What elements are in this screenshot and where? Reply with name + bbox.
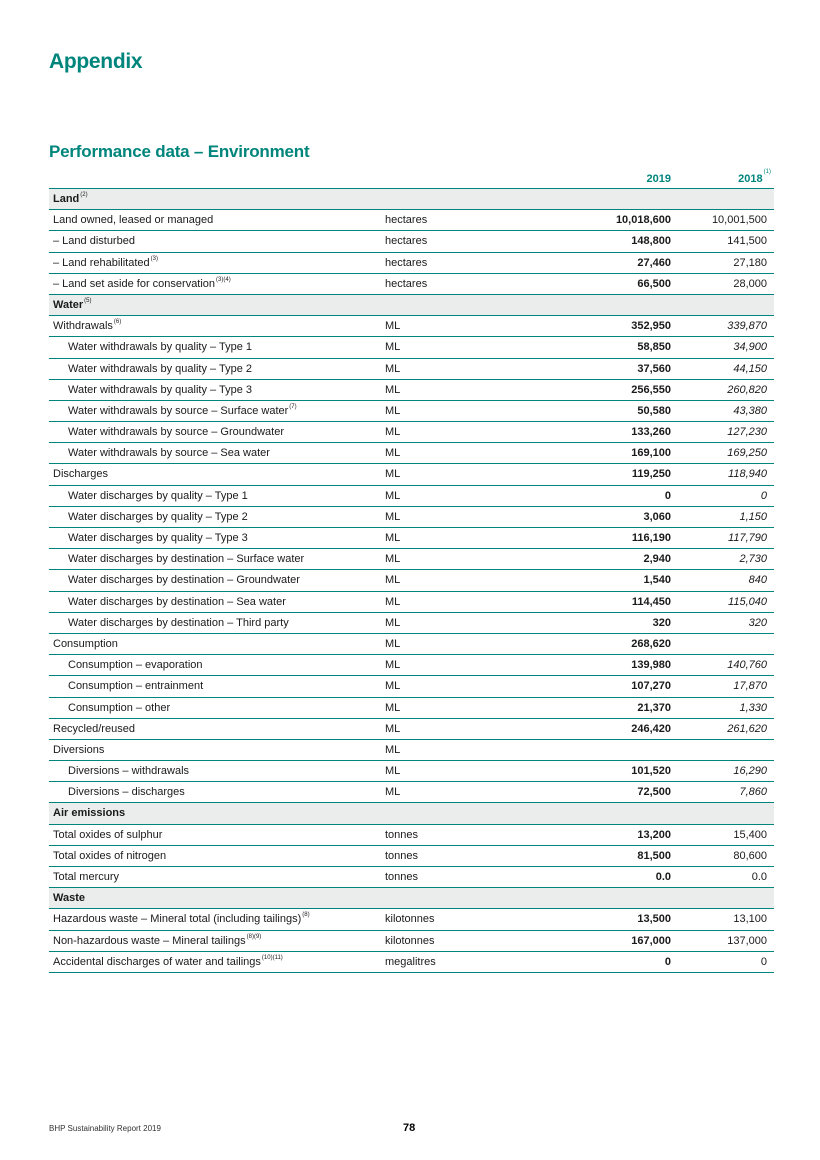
table-header	[49, 168, 774, 189]
row-unit: hectares	[385, 214, 428, 227]
column-2019: 2019	[646, 173, 671, 185]
value-2018: 0	[760, 955, 767, 968]
row-label: Total mercury	[53, 871, 120, 883]
value-2019: 119,250	[631, 468, 671, 481]
value-2018: 0.0	[751, 871, 767, 883]
row-unit: ML	[385, 447, 401, 460]
row-unit: ML	[385, 320, 401, 333]
row-label: – Land rehabilitated$^{(3)}$	[53, 255, 158, 269]
value-2019: 27,460	[637, 256, 671, 269]
row-label: Water withdrawals by source – Groundwater	[68, 426, 285, 439]
table-row	[49, 867, 774, 888]
row-label: Water discharges by quality – Type 3	[68, 532, 248, 544]
row-unit: ML	[385, 489, 401, 502]
value-2018: 27,180	[733, 256, 767, 269]
table-row	[49, 337, 774, 358]
table-row	[49, 422, 774, 443]
row-label: Waste	[53, 892, 85, 905]
row-unit: ML	[385, 659, 401, 672]
value-2018: 261,620	[727, 722, 767, 735]
value-2018: 1,150	[739, 510, 767, 523]
row-label: Water withdrawals by quality – Type 1	[68, 341, 253, 354]
row-label: Consumption – evaporation	[68, 659, 203, 672]
value-2019: 167,000	[631, 934, 671, 947]
table-row	[49, 698, 774, 719]
row-label: Water withdrawals by source – Surface water$^{(7)}$	[68, 403, 297, 417]
table-row	[49, 464, 774, 485]
value-2018: 80,600	[733, 849, 767, 862]
column-2018-note: (1)	[763, 169, 771, 175]
table-row	[49, 549, 774, 570]
footnote-ref: (3)	[150, 255, 158, 262]
table-row	[49, 613, 774, 634]
row-unit: ML	[385, 532, 401, 544]
value-2019: 81,500	[637, 849, 671, 862]
value-2019: 268,620	[631, 637, 671, 650]
table-row	[49, 528, 774, 549]
value-2018: 16,290	[733, 765, 767, 778]
row-unit: ML	[385, 341, 401, 354]
table-row	[49, 655, 774, 676]
value-2018: 44,150	[733, 362, 767, 375]
table-row	[49, 740, 774, 761]
row-unit: ML	[385, 616, 401, 629]
row-unit: ML	[385, 574, 401, 587]
value-2019: 0	[664, 955, 671, 968]
row-label: Land$^{(2)}$	[53, 192, 88, 205]
category-row	[49, 803, 774, 824]
row-unit: tonnes	[385, 871, 419, 883]
table-row	[49, 231, 774, 252]
footnote-ref: (2)	[80, 192, 88, 198]
footnote-ref: (8)(9)	[246, 933, 262, 940]
value-2018: 43,380	[733, 404, 767, 417]
row-unit: hectares	[385, 256, 428, 269]
value-2019: 37,560	[637, 362, 671, 375]
value-2019: 320	[652, 616, 671, 629]
category-row	[49, 189, 774, 210]
table-row	[49, 846, 774, 867]
value-2019: 256,550	[631, 383, 671, 396]
row-unit: ML	[385, 362, 401, 375]
value-2019: 13,500	[637, 913, 671, 926]
row-unit: tonnes	[385, 849, 419, 862]
table-row	[49, 210, 774, 231]
value-2018: 118,940	[728, 468, 767, 481]
row-unit: megalitres	[385, 955, 436, 968]
value-2018: 117,790	[728, 532, 767, 544]
footnote-ref: (10)(11)	[261, 954, 283, 961]
performance-table	[49, 168, 774, 973]
value-2019: 58,850	[637, 341, 671, 354]
row-label: – Land set aside for conservation$^{(3)(4)}$	[53, 276, 231, 290]
value-2019: 3,060	[643, 510, 671, 523]
row-label: Consumption – other	[68, 701, 171, 714]
row-unit: ML	[385, 383, 401, 396]
row-unit: ML	[385, 510, 401, 523]
row-unit: kilotonnes	[385, 913, 435, 926]
row-label: Water discharges by destination – Sea water	[68, 595, 286, 608]
table-row	[49, 274, 774, 295]
row-label: Hazardous waste – Mineral total (including tailings)$^{(8)}$	[53, 912, 310, 926]
table-row	[49, 719, 774, 740]
table-row	[49, 316, 774, 337]
row-label: Non-hazardous waste – Mineral tailings$^{(8)(9)}$	[53, 933, 262, 947]
row-label: Consumption – entrainment	[68, 680, 204, 693]
value-2019: 2,940	[643, 553, 671, 566]
row-unit: tonnes	[385, 828, 419, 841]
value-2018: 339,870	[727, 320, 767, 333]
table-row	[49, 401, 774, 422]
row-unit: ML	[385, 786, 401, 799]
table-row	[49, 782, 774, 803]
footnote-ref: (5)	[84, 297, 92, 304]
value-2018: 141,500	[727, 235, 767, 248]
value-2018: 10,001,500	[711, 214, 767, 227]
value-2018: 127,230	[727, 426, 767, 439]
footer-report: BHP Sustainability Report 2019	[49, 1124, 161, 1133]
value-2019: 0.0	[655, 871, 671, 883]
value-2018: 17,870	[733, 680, 767, 693]
row-unit: ML	[385, 404, 401, 417]
table-row	[49, 761, 774, 782]
row-label: Consumption	[53, 637, 118, 650]
row-label: Diversions – withdrawals	[68, 765, 190, 778]
value-2018: 137,000	[727, 934, 767, 947]
value-2019: 139,980	[631, 659, 671, 672]
value-2019: 21,370	[637, 701, 671, 714]
table-row	[49, 380, 774, 401]
row-label: Water discharges by quality – Type 1	[68, 489, 248, 502]
row-label: Water discharges by destination – Third party	[68, 616, 289, 629]
category-row	[49, 888, 774, 909]
row-label: Accidental discharges of water and tailings$^{(10)(11)}$	[53, 954, 283, 968]
footnote-ref: (6)	[113, 319, 122, 326]
row-unit: ML	[385, 743, 401, 756]
value-2019: 1,540	[643, 574, 671, 587]
page-number: 78	[403, 1122, 416, 1134]
row-label: Water withdrawals by quality – Type 2	[68, 362, 253, 375]
table-row	[49, 825, 774, 846]
value-2018: 1,330	[739, 701, 767, 714]
footnote-ref: (7)	[289, 403, 297, 410]
table-body	[49, 189, 774, 973]
table-row	[49, 952, 774, 973]
value-2019: 13,200	[637, 828, 671, 841]
value-2019: 116,190	[631, 532, 671, 544]
table-row	[49, 570, 774, 591]
value-2019: 107,270	[631, 680, 671, 693]
value-2018: 2,730	[739, 553, 767, 566]
footnote-ref: (3)(4)	[216, 276, 231, 283]
table-row	[49, 486, 774, 507]
table-row	[49, 676, 774, 697]
section-title: Performance data – Environment	[49, 142, 310, 161]
table-row	[49, 359, 774, 380]
column-2018: 2018$^{(1)}$	[738, 169, 771, 185]
row-label: Air emissions	[53, 807, 126, 820]
row-unit: ML	[385, 595, 401, 608]
value-2019: 50,580	[637, 404, 671, 417]
row-unit: ML	[385, 680, 401, 693]
footnote-ref: (8)	[302, 912, 310, 919]
row-unit: ML	[385, 553, 401, 566]
value-2018: 140,760	[727, 659, 767, 672]
row-unit: ML	[385, 468, 401, 481]
row-unit: ML	[385, 426, 401, 439]
row-label: Withdrawals$^{(6)}$	[53, 319, 122, 333]
table-row	[49, 253, 774, 274]
row-unit: ML	[385, 765, 401, 778]
value-2019: 10,018,600	[615, 214, 671, 227]
value-2019: 72,500	[637, 786, 671, 799]
row-label: Water discharges by quality – Type 2	[68, 510, 248, 523]
value-2018: 0	[760, 489, 767, 502]
row-unit: kilotonnes	[385, 934, 435, 947]
page-title: Appendix	[49, 50, 143, 73]
row-label: Water withdrawals by quality – Type 3	[68, 383, 253, 396]
row-label: Total oxides of sulphur	[53, 828, 163, 841]
table-row	[49, 443, 774, 464]
table-row	[49, 592, 774, 613]
value-2018: 7,860	[739, 786, 767, 799]
value-2019: 169,100	[631, 447, 671, 460]
row-unit: ML	[385, 637, 401, 650]
value-2018: 320	[748, 616, 767, 629]
row-unit: hectares	[385, 235, 428, 248]
value-2018: 840	[748, 574, 767, 587]
value-2019: 66,500	[637, 277, 671, 290]
row-label: Water$^{(5)}$	[53, 297, 92, 311]
value-2019: 246,420	[631, 722, 671, 735]
value-2018: 28,000	[733, 277, 767, 290]
row-label: Total oxides of nitrogen	[53, 849, 167, 862]
value-2018: 115,040	[728, 595, 767, 608]
row-label: Diversions – discharges	[68, 786, 185, 799]
table-row	[49, 634, 774, 655]
row-label: Recycled/reused	[53, 722, 135, 735]
table-row	[49, 931, 774, 952]
row-label: Water withdrawals by source – Sea water	[68, 447, 270, 460]
row-unit: hectares	[385, 277, 428, 290]
row-unit: ML	[385, 701, 401, 714]
value-2018: 169,250	[727, 447, 767, 460]
value-2018: 260,820	[727, 383, 767, 396]
value-2018: 34,900	[733, 341, 767, 354]
value-2019: 133,260	[631, 426, 671, 439]
row-label: Land owned, leased or managed	[53, 214, 214, 227]
category-row	[49, 295, 774, 316]
table-row	[49, 507, 774, 528]
row-label: Diversions	[53, 743, 105, 756]
value-2018: 13,100	[733, 913, 767, 926]
table-row	[49, 909, 774, 930]
row-label: Discharges	[53, 468, 109, 481]
row-unit: ML	[385, 722, 401, 735]
value-2019: 101,520	[631, 765, 671, 778]
value-2019: 114,450	[631, 595, 671, 608]
row-label: – Land disturbed	[53, 235, 135, 248]
row-label: Water discharges by destination – Surface water	[68, 553, 305, 566]
value-2019: 0	[664, 489, 671, 502]
value-2018: 15,400	[733, 828, 767, 841]
value-2019: 148,800	[631, 235, 671, 248]
value-2019: 352,950	[631, 320, 671, 333]
row-label: Water discharges by destination – Groundwater	[68, 574, 300, 587]
